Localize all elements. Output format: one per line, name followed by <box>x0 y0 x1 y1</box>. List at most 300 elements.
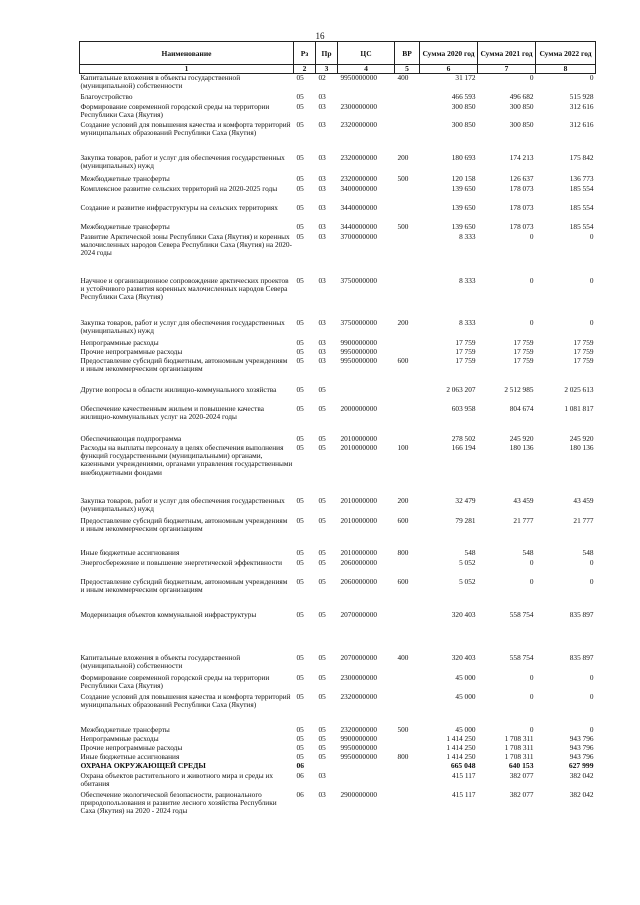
row-sum-2021: 2 512 985 <box>504 384 534 394</box>
row-sum-2022: 382 042 <box>569 770 594 780</box>
row-sum-2022: 627 999 <box>568 760 594 770</box>
row-sum-2022: 835 897 <box>569 652 594 662</box>
row-rz: 05 <box>296 691 304 701</box>
row-name: Капитальные вложения в объекты государственной (муниципальной) собственности <box>80 652 241 670</box>
row-rz: 05 <box>296 751 304 761</box>
row-rz: 05 <box>296 576 304 586</box>
row-sum-2022: 548 <box>582 547 594 557</box>
row-sum-2021: 382 077 <box>509 789 534 799</box>
row-cs: 2900000000 <box>340 789 377 799</box>
row-cs: 3750000000 <box>340 275 377 285</box>
row-cs: 9900000000 <box>340 337 377 347</box>
row-rz: 05 <box>296 152 304 162</box>
table-row <box>80 772 596 791</box>
row-rz: 05 <box>296 547 304 557</box>
row-rz: 06 <box>296 760 305 770</box>
table-row <box>80 386 596 405</box>
row-vr <box>395 121 420 154</box>
row-sum-2020: 603 958 <box>451 403 476 413</box>
table-row <box>80 405 596 435</box>
row-sum-2022: 185 554 <box>569 183 594 193</box>
row-rz: 05 <box>296 91 304 101</box>
row-pr: 05 <box>318 495 326 505</box>
row-sum-2022: 0 <box>589 724 594 734</box>
row-sum-2022: 2 025 613 <box>564 384 594 394</box>
row-cs: 2010000000 <box>340 433 377 443</box>
row-pr: 03 <box>318 119 326 129</box>
row-sum-2022: 312 616 <box>569 101 594 111</box>
row-pr: 05 <box>318 576 326 586</box>
table-body <box>80 74 596 821</box>
row-sum-2021: 178 073 <box>509 221 534 231</box>
row-pr: 05 <box>318 403 326 413</box>
row-name: Межбюджетные трансферты <box>80 724 170 734</box>
row-rz: 05 <box>296 609 304 619</box>
row-sum-2020: 300 850 <box>451 119 476 129</box>
row-rz: 05 <box>296 119 304 129</box>
row-rz: 05 <box>296 724 304 734</box>
row-rz: 05 <box>296 346 304 356</box>
row-sum-2022: 0 <box>589 557 594 567</box>
row-sum-2020: 8 333 <box>459 317 476 327</box>
row-pr: 03 <box>318 346 326 356</box>
table-row <box>80 497 596 517</box>
row-name: Создание и развитие инфраструктуры на сельских территориях <box>80 202 278 212</box>
row-vr <box>395 185 420 204</box>
row-sum-2022: 0 <box>589 231 594 241</box>
row-pr: 03 <box>318 221 326 231</box>
row-sum-2021: 1 708 311 <box>504 742 534 752</box>
row-name: Закупка товаров, работ и услуг для обеспечения государственных (муниципальных) нужд <box>80 317 285 335</box>
row-sum-2022: 185 554 <box>569 221 594 231</box>
row-sum-2020: 139 650 <box>451 183 476 193</box>
table-row <box>80 674 596 693</box>
col-header-rz: Рз <box>294 42 316 65</box>
row-name: Расходы на выплаты персоналу в целях обеспечения выполнения функций государственными (муниципальными) органами, казенными учреждениями, органами управления государственными внебюджетными фондами <box>80 442 293 477</box>
col-number: 5 <box>395 65 420 74</box>
row-cs <box>338 93 395 103</box>
row-sum-2021: 382 077 <box>509 770 534 780</box>
table-row <box>80 559 596 578</box>
row-cs: 9950000000 <box>340 355 377 365</box>
header-row <box>80 42 596 65</box>
row-rz: 05 <box>296 337 304 347</box>
row-vr <box>395 233 420 277</box>
row-vr: 500 <box>397 724 409 734</box>
row-sum-2021: 300 850 <box>509 101 534 111</box>
table-row <box>80 185 596 204</box>
table-row <box>80 578 596 611</box>
row-cs: 3440000000 <box>340 202 377 212</box>
row-sum-2020: 5 052 <box>459 557 476 567</box>
row-vr <box>395 93 420 103</box>
table-row <box>80 175 596 185</box>
row-sum-2020: 45 000 <box>455 672 476 682</box>
row-sum-2022: 0 <box>589 576 594 586</box>
row-pr: 03 <box>318 317 326 327</box>
table-row <box>80 277 596 319</box>
row-sum-2021: 21 777 <box>513 515 534 525</box>
row-sum-2021: 640 153 <box>508 760 534 770</box>
row-pr: 03 <box>318 275 326 285</box>
row-vr: 600 <box>397 515 409 525</box>
row-sum-2020: 32 479 <box>455 495 476 505</box>
table-row <box>80 233 596 277</box>
row-name: Обеспечивающая подпрограмма <box>80 433 182 443</box>
row-rz: 06 <box>296 770 304 780</box>
row-pr: 03 <box>318 101 326 111</box>
row-vr <box>395 559 420 578</box>
row-sum-2021: 0 <box>529 576 534 586</box>
row-rz: 05 <box>296 101 304 111</box>
row-vr <box>395 791 420 821</box>
col-header-vr: ВР <box>395 42 420 65</box>
row-sum-2020: 2 063 207 <box>446 384 476 394</box>
row-sum-2020: 17 759 <box>455 346 476 356</box>
row-name: Развитие Арктической зоны Республики Саха (Якутия) и коренных малочисленных народов Севера Республики Саха (Якутия) на 2020-2024 годы <box>80 231 292 258</box>
col-number: 4 <box>338 65 395 74</box>
row-sum-2022: 0 <box>589 317 594 327</box>
row-vr: 200 <box>397 495 409 505</box>
table-row <box>80 693 596 726</box>
row-pr: 05 <box>318 733 326 743</box>
table-row <box>80 74 596 93</box>
row-rz: 05 <box>296 173 304 183</box>
table-row <box>80 154 596 175</box>
row-vr <box>395 735 420 744</box>
row-vr: 600 <box>397 576 409 586</box>
row-pr: 02 <box>318 73 326 82</box>
table-row <box>80 319 596 339</box>
row-vr <box>395 762 420 772</box>
col-number: 1 <box>80 65 294 74</box>
table-row <box>80 611 596 654</box>
row-sum-2022: 185 554 <box>569 202 594 212</box>
row-sum-2022: 43 459 <box>573 495 594 505</box>
row-rz: 05 <box>296 183 304 193</box>
row-pr: 03 <box>318 789 326 799</box>
row-rz: 05 <box>296 672 304 682</box>
row-sum-2020: 120 158 <box>451 173 476 183</box>
row-sum-2022: 1 081 817 <box>564 403 594 413</box>
row-vr: 200 <box>397 317 409 327</box>
row-sum-2021: 0 <box>529 724 534 734</box>
row-sum-2022: 136 773 <box>569 173 594 183</box>
table-row <box>80 654 596 674</box>
row-vr <box>395 277 420 319</box>
row-name: Непрограммные расходы <box>80 337 159 347</box>
row-sum-2020: 139 650 <box>451 202 476 212</box>
col-header-sum-2022: Сумма 2022 год <box>536 42 596 65</box>
budget-table <box>79 41 596 821</box>
row-rz: 05 <box>296 355 304 365</box>
row-sum-2020: 5 052 <box>459 576 476 586</box>
row-sum-2020: 300 850 <box>451 101 476 111</box>
row-rz: 05 <box>296 652 304 662</box>
row-sum-2020: 665 048 <box>450 760 476 770</box>
col-number: 7 <box>478 65 536 74</box>
row-sum-2021: 300 850 <box>509 119 534 129</box>
row-sum-2021: 1 708 311 <box>504 751 534 761</box>
row-cs: 2010000000 <box>340 515 377 525</box>
row-pr: 03 <box>318 355 326 365</box>
row-cs: 2010000000 <box>340 495 377 505</box>
row-sum-2020: 17 759 <box>455 355 476 365</box>
row-vr <box>395 204 420 223</box>
page-number: 16 <box>315 31 325 41</box>
row-pr: 05 <box>318 751 326 761</box>
row-pr: 05 <box>318 433 326 443</box>
table-row <box>80 791 596 821</box>
row-cs: 2010000000 <box>340 547 377 557</box>
row-sum-2022: 17 759 <box>573 355 594 365</box>
row-pr: 03 <box>318 91 326 101</box>
row-rz: 05 <box>296 742 304 752</box>
row-sum-2021: 1 708 311 <box>504 733 534 743</box>
row-sum-2022: 0 <box>589 691 594 701</box>
row-rz: 05 <box>296 73 304 82</box>
row-pr: 03 <box>318 152 326 162</box>
row-sum-2021: 126 637 <box>509 173 534 183</box>
row-cs: 2300000000 <box>340 672 377 682</box>
row-rz: 05 <box>296 557 304 567</box>
row-sum-2020: 320 403 <box>451 652 476 662</box>
row-sum-2021: 0 <box>529 672 534 682</box>
row-cs: 2320000000 <box>340 724 377 734</box>
col-header-cs: ЦС <box>338 42 395 65</box>
row-sum-2022: 312 616 <box>569 119 594 129</box>
row-cs: 2060000000 <box>340 557 377 567</box>
row-sum-2020: 1 414 250 <box>446 742 476 752</box>
col-header-name: Наименование <box>80 42 294 65</box>
table-row <box>80 517 596 549</box>
row-name: Капитальные вложения в объекты государственной (муниципальной) собственности <box>80 73 241 91</box>
row-sum-2020: 1 414 250 <box>446 733 476 743</box>
row-name: Предоставление субсидий бюджетным, автономным учреждениям и иным некоммерческим организациям <box>80 355 288 373</box>
row-sum-2022: 943 796 <box>569 742 594 752</box>
row-name: Межбюджетные трансферты <box>80 221 170 231</box>
row-pr <box>316 762 338 772</box>
row-rz: 05 <box>296 221 304 231</box>
row-name: ОХРАНА ОКРУЖАЮЩЕЙ СРЕДЫ <box>80 760 206 770</box>
row-name: Прочие непрограммные расходы <box>80 742 183 752</box>
row-sum-2020: 278 502 <box>451 433 476 443</box>
row-sum-2022: 17 759 <box>573 346 594 356</box>
row-pr: 05 <box>318 557 326 567</box>
row-rz: 05 <box>296 403 304 413</box>
row-name: Предоставление субсидий бюджетным, автономным учреждениям и иным некоммерческим организациям <box>80 576 288 594</box>
row-sum-2022: 835 897 <box>569 609 594 619</box>
row-name: Обеспечение качественным жильем и повышение качества жилищно-коммунальных услуг на 2020-2024 годы <box>80 403 264 421</box>
row-rz: 05 <box>296 442 304 452</box>
row-sum-2021: 548 <box>522 547 534 557</box>
row-sum-2020: 415 117 <box>452 789 476 799</box>
row-rz: 05 <box>296 317 304 327</box>
row-name: Охрана объектов растительного и животного мира и среды их обитания <box>80 770 274 788</box>
row-sum-2021: 180 136 <box>509 442 534 452</box>
row-name: Другие вопросы в области жилищно-коммунального хозяйства <box>80 384 277 394</box>
row-sum-2020: 79 281 <box>455 515 476 525</box>
row-sum-2020: 415 117 <box>452 770 476 780</box>
row-cs: 2320000000 <box>340 119 377 129</box>
row-cs: 9900000000 <box>340 733 377 743</box>
row-cs <box>338 762 395 772</box>
row-pr: 05 <box>318 609 326 619</box>
table-row <box>80 93 596 103</box>
row-cs <box>338 772 395 791</box>
row-vr: 400 <box>397 73 409 82</box>
row-name: Создание условий для повышения качества и комфорта территорий муниципальных образований Республики Саха (Якутия) <box>80 119 291 137</box>
row-sum-2020: 139 650 <box>451 221 476 231</box>
row-rz: 05 <box>296 515 304 525</box>
row-sum-2021: 178 073 <box>509 183 534 193</box>
row-sum-2020: 45 000 <box>455 691 476 701</box>
row-sum-2021: 0 <box>529 317 534 327</box>
row-cs: 3750000000 <box>340 317 377 327</box>
row-cs: 3400000000 <box>340 183 377 193</box>
row-sum-2020: 166 194 <box>451 442 476 452</box>
col-number: 2 <box>294 65 316 74</box>
row-sum-2021: 17 759 <box>513 346 534 356</box>
row-vr: 200 <box>397 152 409 162</box>
row-sum-2022: 0 <box>589 73 594 82</box>
table-row <box>80 549 596 559</box>
row-sum-2020: 31 172 <box>455 73 476 82</box>
row-name: Создание условий для повышения качества и комфорта территорий муниципальных образований Республики Саха (Якутия) <box>80 691 291 709</box>
row-sum-2022: 943 796 <box>569 733 594 743</box>
row-vr <box>395 386 420 405</box>
row-cs: 2320000000 <box>340 173 377 183</box>
table-row <box>80 444 596 497</box>
row-vr <box>395 103 420 121</box>
row-pr: 03 <box>318 231 326 241</box>
row-sum-2022: 382 042 <box>569 789 594 799</box>
table-row <box>80 103 596 121</box>
row-rz: 05 <box>296 202 304 212</box>
row-pr: 05 <box>318 547 326 557</box>
row-pr: 03 <box>318 337 326 347</box>
col-header-sum-2021: Сумма 2021 год <box>478 42 536 65</box>
row-cs: 2010000000 <box>340 442 377 452</box>
row-vr <box>395 772 420 791</box>
row-cs: 2320000000 <box>340 691 377 701</box>
row-pr: 05 <box>318 652 326 662</box>
row-sum-2021: 245 920 <box>509 433 534 443</box>
row-rz: 05 <box>296 231 304 241</box>
row-sum-2021: 558 754 <box>509 652 534 662</box>
row-rz: 06 <box>296 789 304 799</box>
row-pr: 05 <box>318 742 326 752</box>
row-sum-2021: 0 <box>529 557 534 567</box>
row-pr: 03 <box>318 770 326 780</box>
table-row <box>80 204 596 223</box>
row-sum-2020: 17 759 <box>455 337 476 347</box>
row-name: Формирование современной городской среды на территории Республики Саха (Якутия) <box>80 101 270 119</box>
col-header-sum-2020: Сумма 2020 год <box>420 42 478 65</box>
row-cs: 2070000000 <box>340 652 377 662</box>
row-rz: 05 <box>296 733 304 743</box>
row-pr: 05 <box>318 691 326 701</box>
row-name: Формирование современной городской среды на территории Республики Саха (Якутия) <box>80 672 270 690</box>
row-vr <box>395 674 420 693</box>
row-pr: 03 <box>318 173 326 183</box>
row-vr <box>395 693 420 726</box>
row-rz: 05 <box>296 384 304 394</box>
row-cs: 2070000000 <box>340 609 377 619</box>
table-row <box>80 223 596 233</box>
row-vr <box>395 339 420 348</box>
table-row <box>80 121 596 154</box>
row-rz: 05 <box>296 275 304 285</box>
row-sum-2020: 8 333 <box>459 275 476 285</box>
row-sum-2021: 0 <box>529 691 534 701</box>
row-sum-2022: 0 <box>589 672 594 682</box>
row-sum-2021: 558 754 <box>509 609 534 619</box>
row-sum-2020: 8 333 <box>459 231 476 241</box>
row-rz: 05 <box>296 495 304 505</box>
row-name: Непрограммные расходы <box>80 733 159 743</box>
row-pr: 03 <box>318 183 326 193</box>
col-number: 6 <box>420 65 478 74</box>
row-cs: 3440000000 <box>340 221 377 231</box>
row-sum-2021: 178 073 <box>509 202 534 212</box>
row-vr: 100 <box>397 442 409 452</box>
col-header-pr: Пр <box>316 42 338 65</box>
row-sum-2021: 17 759 <box>513 355 534 365</box>
row-cs <box>338 386 395 405</box>
row-cs: 2300000000 <box>340 101 377 111</box>
row-name: Обеспечение экологической безопасности, рационального природопользования и развитие лесного хозяйства Республики Саха (Якутия) на 2020 - 2024 годы <box>80 789 277 816</box>
row-pr: 03 <box>318 202 326 212</box>
row-cs: 9950000000 <box>340 751 377 761</box>
row-sum-2020: 466 593 <box>451 91 476 101</box>
row-cs: 2320000000 <box>340 152 377 162</box>
row-name: Благоустройство <box>80 91 133 101</box>
row-sum-2021: 804 674 <box>509 403 534 413</box>
row-cs: 9950000000 <box>340 346 377 356</box>
row-name: Иные бюджетные ассигнования <box>80 751 180 761</box>
row-name: Научное и организационное сопровождение арктических проектов и устойчивого развития коренных малочисленных народов Севера Республики Саха (Якутия) <box>80 275 289 302</box>
row-vr: 500 <box>397 221 409 231</box>
row-sum-2022: 180 136 <box>569 442 594 452</box>
row-pr: 05 <box>318 672 326 682</box>
row-pr: 05 <box>318 442 326 452</box>
row-vr: 400 <box>397 652 409 662</box>
row-sum-2022: 175 842 <box>569 152 594 162</box>
row-sum-2021: 0 <box>529 275 534 285</box>
row-pr: 05 <box>318 384 326 394</box>
row-sum-2021: 0 <box>529 231 534 241</box>
row-cs: 9950000000 <box>340 742 377 752</box>
row-name: Закупка товаров, работ и услуг для обеспечения государственных (муниципальных) нужд <box>80 495 285 513</box>
row-sum-2020: 45 000 <box>455 724 476 734</box>
row-sum-2021: 17 759 <box>513 337 534 347</box>
row-sum-2022: 21 777 <box>573 515 594 525</box>
row-vr <box>395 405 420 435</box>
row-name: Закупка товаров, работ и услуг для обеспечения государственных (муниципальных) нужд <box>80 152 285 170</box>
row-sum-2021: 43 459 <box>513 495 534 505</box>
row-name: Межбюджетные трансферты <box>80 173 170 183</box>
row-sum-2020: 320 403 <box>451 609 476 619</box>
row-vr <box>395 611 420 654</box>
row-sum-2021: 174 213 <box>509 152 534 162</box>
row-sum-2022: 515 928 <box>569 91 594 101</box>
row-sum-2022: 943 796 <box>569 751 594 761</box>
row-name: Энергосбережение и повышение энергетической эффективности <box>80 557 283 567</box>
row-cs: 3700000000 <box>340 231 377 241</box>
table-row <box>80 357 596 386</box>
row-name: Прочие непрограммные расходы <box>80 346 183 356</box>
